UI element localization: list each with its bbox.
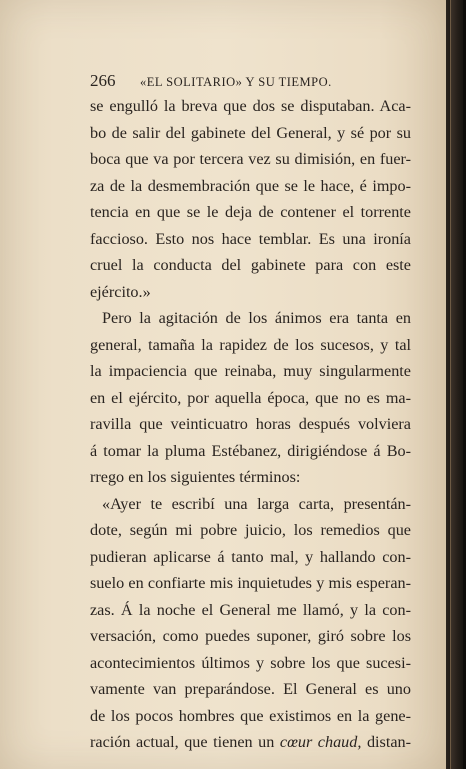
running-title: «EL SOLITARIO» Y SU TIEMPO.	[140, 75, 332, 89]
text-line: se engulló la breva que dos se disputaban. Aca-	[90, 97, 411, 115]
text-line: á tomar la pluma Estébanez, dirigiéndose á Bo-	[90, 441, 411, 460]
text-line: acontecimientos últimos y sobre los que sucesi-	[90, 653, 411, 672]
text-line: dote, según mi pobre juicio, los remedios que	[90, 521, 411, 539]
text-line: bo de salir del gabinete del General, y sé por su	[90, 123, 411, 142]
text-fragment: distan-	[366, 733, 412, 751]
text-line: zas. Á la noche el General me llamó, y la con-	[90, 600, 411, 619]
text-line: Pero la agitación de los ánimos era tanta en	[102, 309, 411, 327]
italic-phrase: cœur chaud,	[279, 733, 362, 751]
text-line: «Ayer te escribí una larga carta, presentán-	[102, 494, 411, 513]
page-header	[90, 71, 420, 91]
text-line: en el ejército, por aquella época, que no es ma-	[90, 388, 411, 407]
text-line: faccioso. Esto nos hace temblar. Es una ironía	[90, 229, 411, 248]
text-line: za de la desmembración que se le hace, é impo-	[90, 176, 411, 195]
text-line: ejército.»	[90, 282, 151, 301]
text-line: tencia en que se le deja de contener el torrente	[90, 203, 411, 221]
text-line: boca que va por tercera vez su dimisión, en fuer-	[90, 150, 411, 168]
text-line: vamente van preparándose. El General es uno	[90, 680, 411, 698]
text-line-last	[90, 729, 411, 756]
book-edge	[446, 0, 466, 769]
text-line: de los pocos hombres que existimos en la gene-	[90, 706, 411, 725]
text-line: rrego en los siguientes términos:	[90, 468, 301, 486]
body-text	[90, 93, 411, 756]
page-number: 266	[90, 71, 116, 90]
page-block-edge	[450, 0, 463, 769]
text-line: la impaciencia que reinaba, muy singularmente	[90, 362, 411, 380]
text-fragment: ración actual, que tienen un	[90, 733, 275, 751]
text-line: cruel la conducta del gabinete para con este	[90, 256, 411, 274]
text-line: pudieran aplicarse á tanto mal, y hallando con-	[90, 547, 411, 566]
text-line: general, tamaña la rapidez de los sucesos, y tal	[90, 335, 411, 354]
text-line: suelo en confiarte mis inquietudes y mis esperan-	[90, 574, 411, 592]
text-line: ravilla que veinticuatro horas después volviera	[90, 415, 411, 433]
text-line: versación, como puedes suponer, giró sobre los	[90, 627, 411, 645]
